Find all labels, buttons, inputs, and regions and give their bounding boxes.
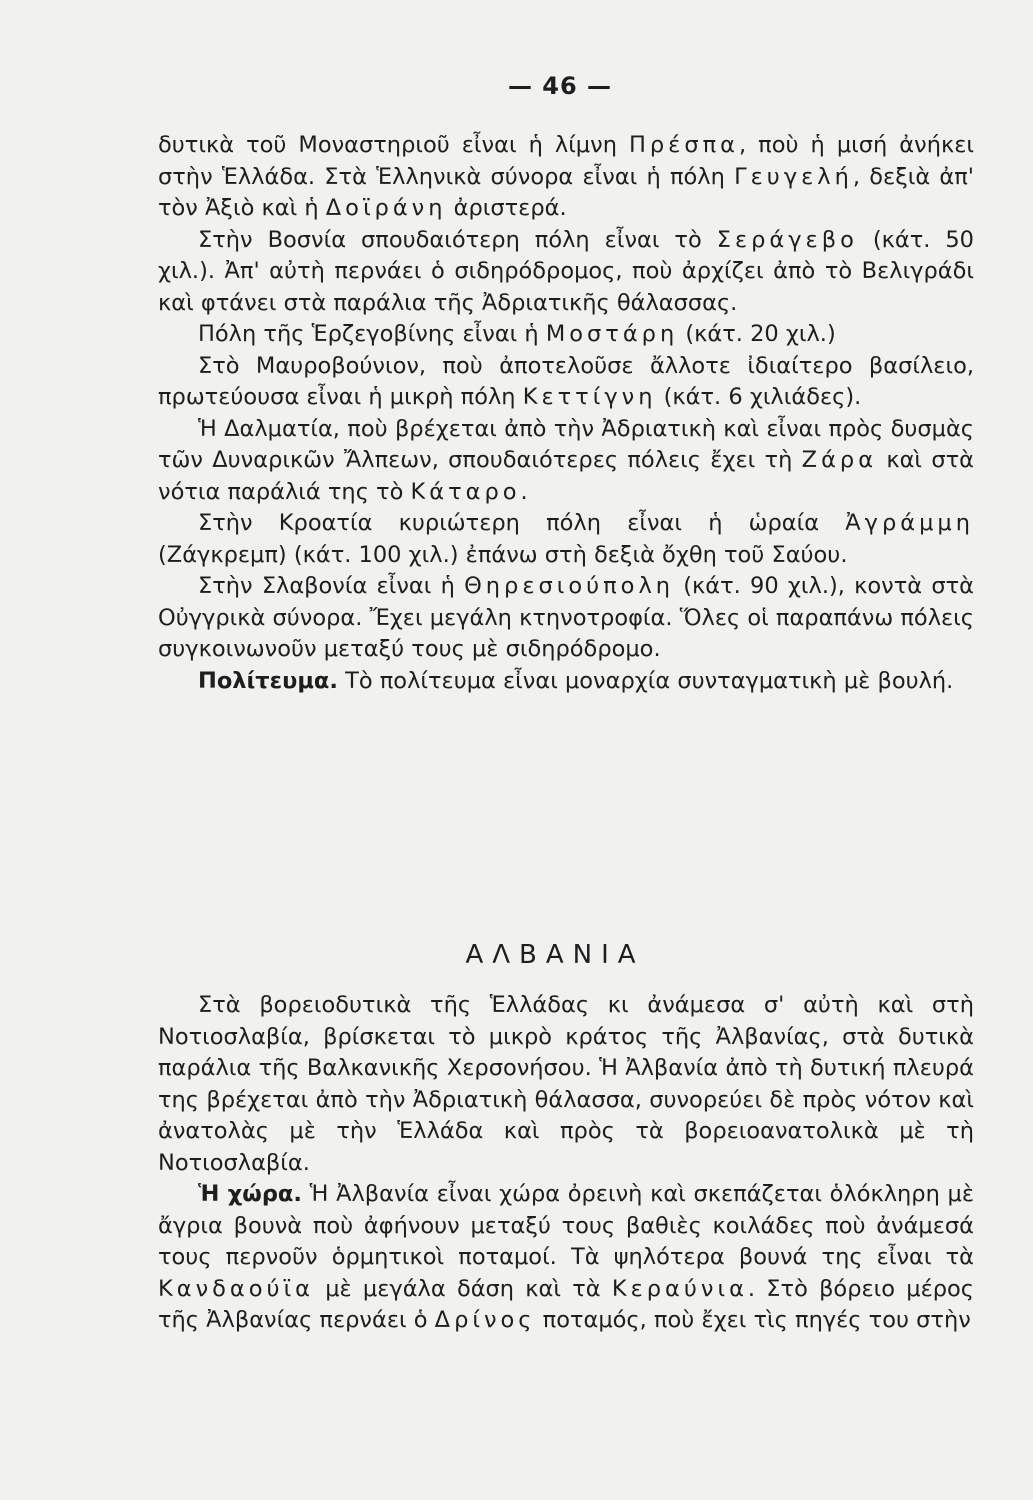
- place-name: Σεράγεβο: [716, 226, 858, 253]
- place-name: Θηρεσιούπολη: [464, 573, 675, 599]
- place-name: Ζάρα: [801, 447, 878, 473]
- text-run: Πόλη τῆς Ἑρζεγοβίνης εἶναι ἡ: [198, 321, 546, 347]
- page-number: — 46 —: [507, 72, 613, 100]
- yugoslavia-text-section: [158, 130, 974, 697]
- text-run: (Ζάγκρεμπ) (κάτ. 100 χιλ.) ἐπάνω στὴ δεξιὰ ὄχθη τοῦ Σαύου.: [158, 541, 848, 568]
- paragraph-prespa: [158, 130, 974, 225]
- place-name: Γευγελή: [734, 163, 853, 190]
- text-run: , δεξιὰ ἀπ' τὸν Ἀξιὸ καὶ ἡ: [158, 163, 974, 221]
- text-run: μὲ μεγάλα δάση καὶ τὰ: [313, 1275, 612, 1302]
- paragraph-dalmatia: [158, 414, 974, 509]
- text-run: Στὴν Βοσνία σπουδαιότερη πόλη εἶναι τὸ: [198, 226, 717, 253]
- text-run: Ἡ Δαλματία, ποὺ βρέχεται ἀπὸ τὴν Ἀδριατικὴ καὶ εἶναι πρὸς δυσμὰς τῶν Δυναρικῶν Ἄλπεων, σπουδαιότερες πόλεις ἔχει τὴ: [158, 415, 974, 473]
- text-run: (κάτ. 20 χιλ.): [678, 321, 836, 347]
- text-run: .: [520, 478, 528, 505]
- place-name: Κάταρο: [410, 478, 521, 505]
- paragraph-polity: [158, 666, 974, 698]
- text-run: Τὸ πολίτευμα εἶναι μοναρχία συνταγματικὴ μὲ βουλή.: [337, 667, 954, 694]
- paragraph-slavonia: [158, 571, 974, 666]
- albania-text-section: [158, 990, 974, 1337]
- paragraph-montenegro: [158, 351, 974, 414]
- place-name: Πρέσπα: [628, 132, 739, 158]
- paragraph-albania-intro: Στὰ βορειοδυτικὰ τῆς Ἑλλάδας κι ἀνάμεσα σ' αὐτὴ καὶ στὴ Νοτιοσλαβία, βρίσκεται τὸ μικρὸ κράτος τῆς Ἀλβανίας, στὰ δυτικὰ παράλια τῆς Βαλκανικῆς Χερσονήσου. Ἡ Ἀλβανία ἀπὸ τὴ δυτική πλευρά της βρέχεται ἀπὸ τὴν Ἀδριατικὴ θάλασσα, συνορεύει δὲ πρὸς νότον καὶ ἀνατολὰς μὲ τὴν Ἑλλάδα καὶ πρὸς τὰ βορειοανατολικὰ μὲ τὴ Νοτιοσλαβία.: [158, 992, 974, 1176]
- text-run: (κάτ. 90 χιλ.), κοντὰ στὰ Οὐγγρικὰ σύνορα. Ἔχει μεγάλη κτηνοτροφία. Ὅλες οἱ παραπάνω πόλεις συγκοινωνοῦν μεταξύ τους μὲ σιδηρόδρομο.: [158, 573, 974, 662]
- place-name: Κεττίγνη: [522, 384, 657, 410]
- place-name: Μοστάρη: [545, 321, 679, 347]
- text-run: δυτικὰ τοῦ Μοναστηριοῦ εἶναι ἡ λίμνη: [158, 132, 629, 158]
- text-run: (κάτ. 50 χιλ.). Ἀπ' αὐτὴ περνάει ὁ σιδηρόδρομος, ποὺ ἀρχίζει ἀπὸ τὸ Βελιγράδι καὶ φτάνει στὰ παράλια τῆς Ἀδριατικῆς θάλασσας.: [158, 226, 974, 316]
- text-run: καὶ στὰ νότια παράλιά της τὸ: [158, 447, 974, 505]
- text-run: , ποὺ ἡ μισή ἀνήκει στὴν Ἑλλάδα. Στὰ Ἑλληνικὰ σύνορα εἶναι ἡ πόλη: [158, 132, 974, 190]
- place-name: Κανδαούϊα: [158, 1275, 314, 1302]
- paragraph-herzegovina: [158, 319, 974, 351]
- text-run: Στὸ Μαυροβούνιον, ποὺ ἀποτελοῦσε ἄλλοτε ἰδιαίτερο βασίλειο, πρωτεύουσα εἶναι ἡ μικρὴ πόλη: [158, 352, 974, 410]
- place-name: Κεραύνια: [611, 1275, 748, 1302]
- place-name: Δοϊράνη: [325, 195, 447, 221]
- text-run: Στὴν Σλαβονία εἶναι ἡ: [198, 573, 465, 599]
- place-name: Ἀγράμμη: [845, 510, 974, 536]
- text-run: ποταμός, ποὺ ἔχει τὶς πηγές του στὴν: [535, 1307, 971, 1333]
- paragraph-bosnia: [158, 225, 974, 320]
- section-label: Πολίτευμα.: [198, 667, 338, 694]
- text-run: . Στὸ βόρειο μέρος τῆς Ἀλβανίας περνάει ὁ: [158, 1275, 974, 1333]
- paragraph-albania-land: [158, 1179, 974, 1337]
- text-run: (κάτ. 6 χιλιάδες).: [656, 384, 862, 410]
- text-run: Ἡ Ἀλβανία εἶναι χώρα ὀρεινὴ καὶ σκεπάζεται ὁλόκληρη μὲ ἄγρια βουνὰ ποὺ ἀφήνουν μεταξύ τους βαθιὲς κοιλάδες ποὺ ἀνάμεσά τους περνοῦν ὁρμητικοὶ ποταμοί. Τὰ ψηλότερα βουνά της εἶναι τὰ: [158, 1181, 974, 1270]
- paragraph-croatia: [158, 508, 974, 571]
- place-name: Δρίνος: [434, 1307, 536, 1333]
- section-heading-albania: ΑΛΒΑΝΙΑ: [465, 940, 645, 970]
- text-run: Στὴν Κροατία κυριώτερη πόλη εἶναι ἡ ὡραία: [198, 510, 846, 536]
- text-run: ἀριστερά.: [446, 195, 567, 221]
- section-label: Ἡ χώρα.: [198, 1181, 302, 1207]
